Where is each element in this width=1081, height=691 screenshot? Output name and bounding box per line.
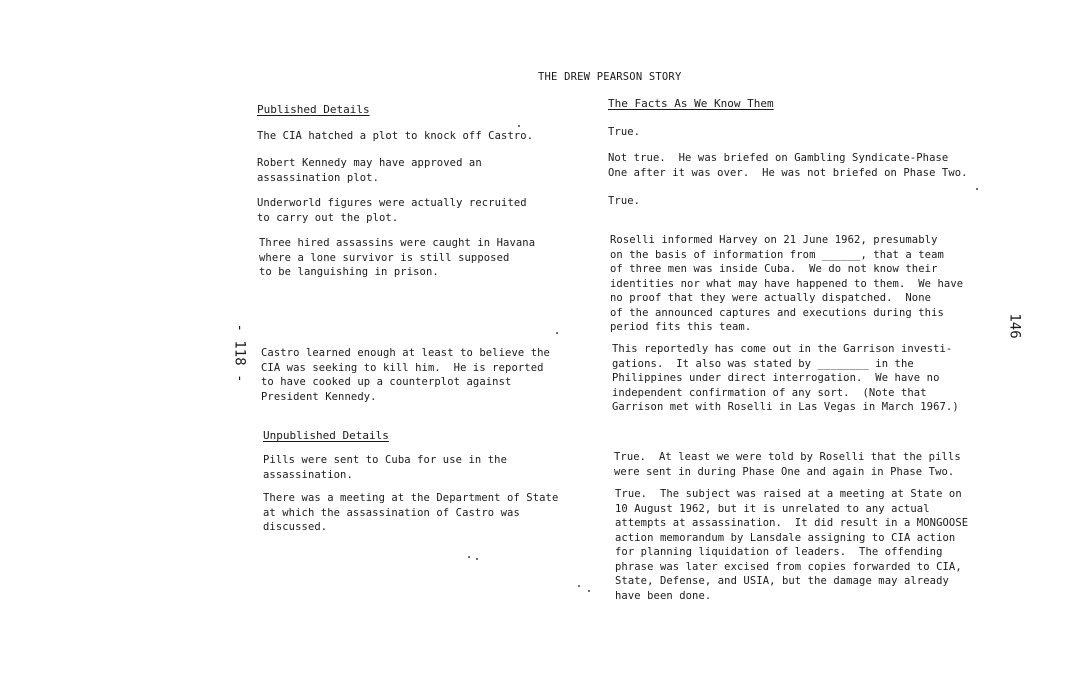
- published-detail-4: Three hired assassins were caught in Havana where a lone survivor is still supposed to be languishing in prison.: [259, 237, 536, 278]
- fact-7: True. The subject was raised at a meeting at State on 10 August 1962, but it is unrelated to any actual attempts at assassination. It did result in a MONGOOSE action memorandum by Lansdale assigning to CIA action for planning liquidation of leaders. The offending phrase was later excised from copies forwarded to CIA, State, Defense, and USIA, but the damage may already have been done.: [615, 488, 969, 602]
- published-detail-3: Underworld figures were actually recruited to carry out the plot.: [257, 197, 527, 224]
- right-page-number: 146: [1006, 313, 1023, 339]
- scan-speck: [476, 558, 478, 560]
- fact-5: This reportedly has come out in the Garrison investi- gations. It also was stated by ________ in the Philippines under direct interrogation. We have no independent confirmation of any sort. (Note that Garrison met with Roselli in Las Vegas in March 1967.): [612, 343, 959, 413]
- fact-6: True. At least we were told by Roselli that the pills were sent in during Phase One and again in Phase Two.: [614, 451, 961, 478]
- published-details-heading: Published Details: [257, 103, 370, 116]
- scan-speck: [518, 125, 520, 127]
- scan-speck: [976, 188, 978, 190]
- fact-4: Roselli informed Harvey on 21 June 1962, presumably on the basis of information from ______, that a team of three men was inside Cuba. We do not know their identities nor what may have happened to them. We have no proof that they were actually dispatched. None of the announced captures and executions during this period fits this team.: [610, 234, 964, 333]
- unpublished-detail-1: Pills were sent to Cuba for use in the assassination.: [263, 454, 508, 481]
- scan-speck: [556, 332, 558, 334]
- published-detail-2: Robert Kennedy may have approved an assassination plot.: [257, 157, 482, 184]
- unpublished-details-heading: Unpublished Details: [263, 429, 389, 442]
- scan-speck: [578, 585, 580, 587]
- scan-speck: [588, 590, 590, 592]
- unpublished-detail-2: There was a meeting at the Department of State at which the assassination of Castro was discussed.: [263, 492, 559, 533]
- fact-2: Not true. He was briefed on Gambling Syndicate-Phase One after it was over. He was not briefed on Phase Two.: [608, 152, 968, 179]
- fact-3: True.: [608, 195, 641, 207]
- left-page-number: - 118 -: [231, 323, 248, 383]
- published-detail-1: The CIA hatched a plot to knock off Castro.: [257, 130, 534, 142]
- document-title: THE DREW PEARSON STORY: [538, 71, 682, 83]
- published-detail-5: Castro learned enough at least to believe the CIA was seeking to kill him. He is reported to have cooked up a counterplot against President Kennedy.: [261, 347, 550, 403]
- scan-speck: [468, 556, 470, 558]
- fact-1: True.: [608, 126, 641, 138]
- facts-heading: The Facts As We Know Them: [608, 97, 774, 110]
